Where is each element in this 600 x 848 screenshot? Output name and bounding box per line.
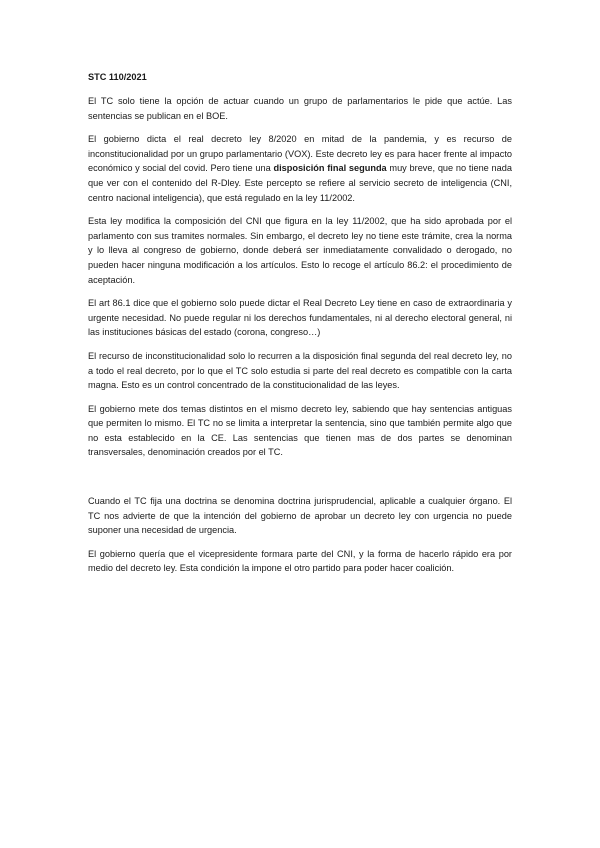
paragraph-7: Cuando el TC fija una doctrina se denomina doctrina jurisprudencial, aplicable a cualquier órgano. El TC nos advierte de que la intención del gobierno de aprobar un decreto ley con urgencia no puede suponer una necesidad de urgencia. xyxy=(88,496,512,536)
paragraph-2-text-start: El gobierno dicta el real decreto ley 8/2020 en mitad de la pandemia, y es recurso de inconstitucionalidad por un grupo parlamentario (VOX). Este decreto ley es para hacer frente al impacto económico y social del covid. Pero tiene una xyxy=(88,134,512,174)
paragraph-2-text-end: muy breve, que no tiene nada que ver con el contenido del R-Dley. Este percepto se refiere al servicio secreto de inteligencia (CNI, centro nacional inteligencia), que está regulado en la ley 11/2002. xyxy=(88,163,512,203)
paragraph-8: El gobierno quería que el vicepresidente formara parte del CNI, y la forma de hacerlo rápido era por medio del decreto ley. Esta condición la impone el otro partido para poder hacer coalición. xyxy=(88,548,512,574)
document-title: STC 110/2021 xyxy=(88,72,147,82)
paragraph-4: El art 86.1 dice que el gobierno solo puede dictar el Real Decreto Ley tiene en caso de extraordinaria y urgente necesidad. No puede regular ni los derechos fundamentales, ni al derecho electoral general, ni las instituciones básicas del estado (corona, congreso…) xyxy=(88,298,512,338)
paragraph-1: El TC solo tiene la opción de actuar cuando un grupo de parlamentarios le pide que actúe. Las sentencias se publican en el BOE. xyxy=(88,96,512,121)
paragraph-6: El gobierno mete dos temas distintos en el mismo decreto ley, sabiendo que hay sentencias antiguas que permiten lo mismo. El TC no se limita a interpretar la sentencia, sino que también permite algo que no esta establecido en la CE. Las sentencias que tienen mas de dos partes se denominan transversales, denominación creados por el TC. xyxy=(88,403,512,458)
paragraph-2-bold-text: disposición final segunda xyxy=(273,163,387,174)
paragraph-5: El recurso de inconstitucionalidad solo lo recurren a la disposición final segunda del real decreto ley, no a todo el real decreto, por lo que el TC solo estudia si parte del real decreto es compatible con la carta magna. Esto es un control concentrado de la constitucionalidad de las leyes. xyxy=(88,350,512,391)
paragraph-2 xyxy=(88,132,512,205)
paragraph-3: Esta ley modifica la composición del CNI que figura en la ley 11/2002, que ha sido aprobada por el parlamento con sus tramites normales. Sin embargo, el decreto ley no tiene este trámite, crea la norma y lo lleva al congreso de gobierno, donde deberá ser inmediatamente convalidado o derogado, no pueden hacer ninguna modificación a los artículos. Esto lo recoge el artículo 86.2: el procedimiento de aceptación. xyxy=(88,216,512,285)
